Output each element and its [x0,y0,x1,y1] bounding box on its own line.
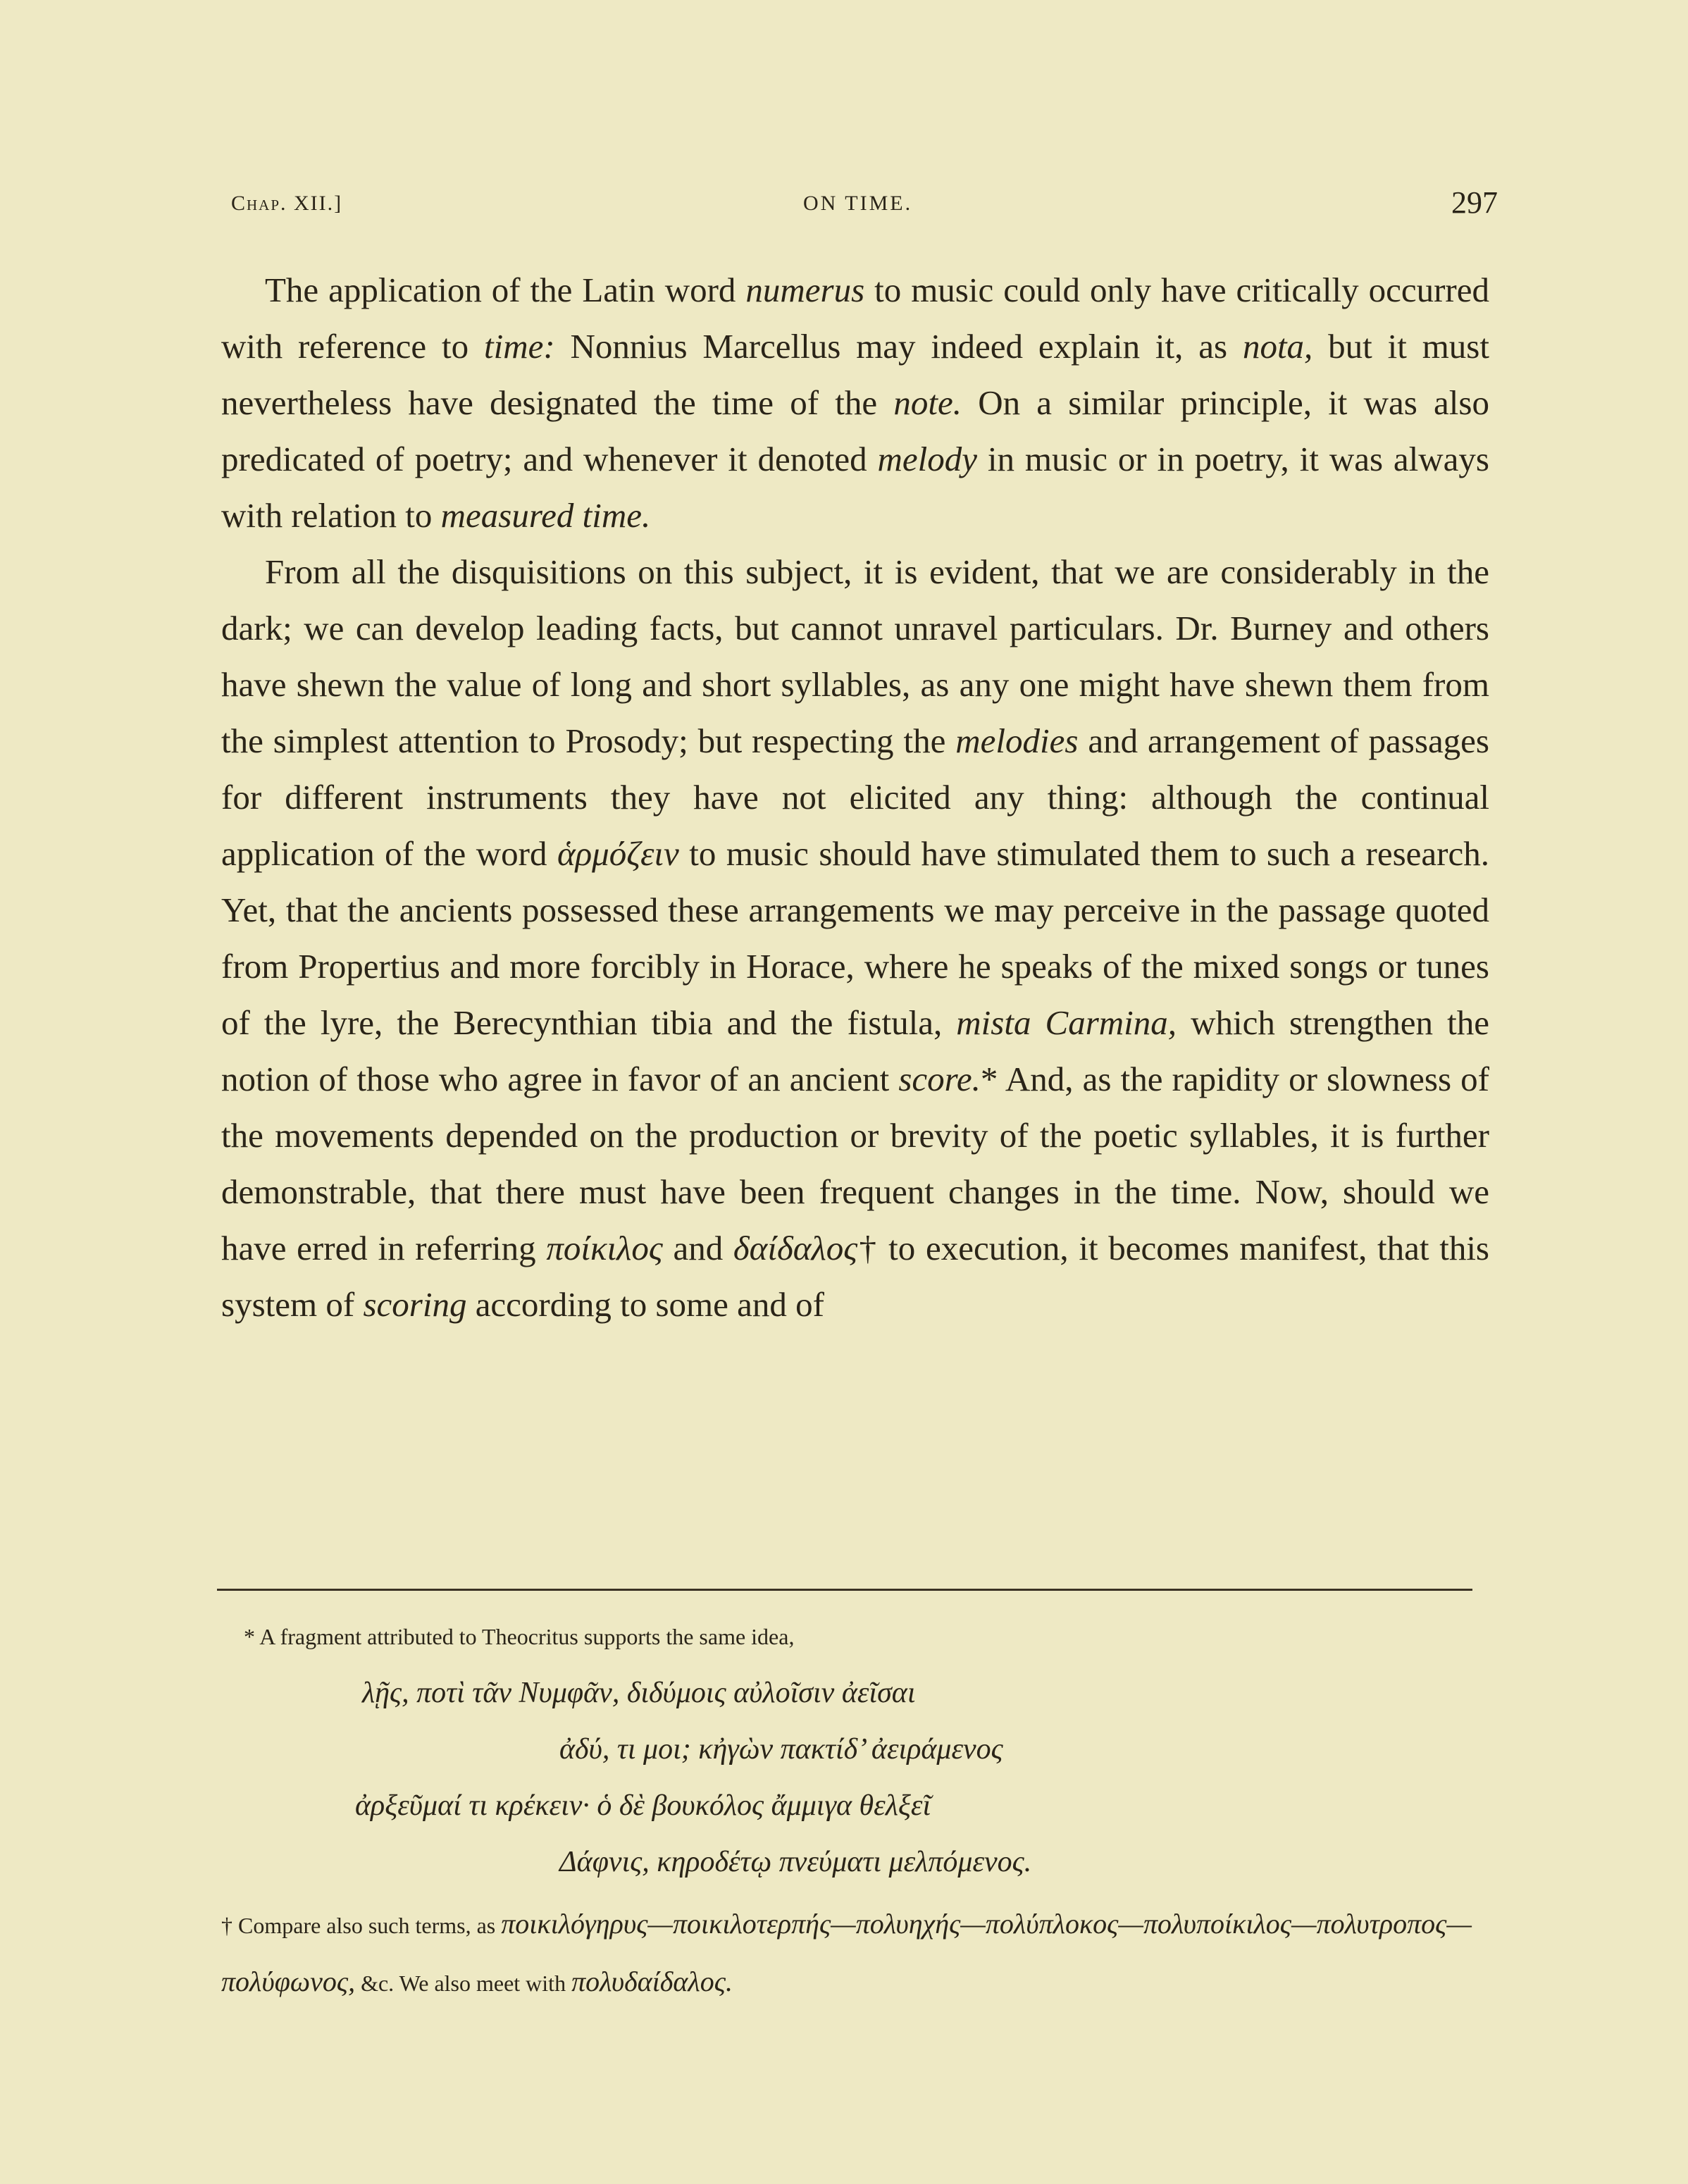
text-run: to music could only have critically occurred with reference to [221,271,1489,366]
text-run: and arrangement of passages for different instruments they have not elicited any thing: although the continual application of the word [221,721,1490,873]
italic-run: scoring [363,1285,467,1324]
text-run: according to some and of [466,1285,824,1324]
text-run: &c. We also meet with [355,1971,572,1996]
text-run: but it must nevertheless have designated the time of the [221,327,1489,422]
paragraph-1 [221,262,1489,544]
greek-run: πολυδαίδαλος. [571,1966,733,1997]
verse-line: λῇς, ποτὶ τᾶν Νυμφᾶν, διδύμοις αὐλοῖσιν ἀεῖσαι [362,1677,916,1709]
italic-run: note. [893,383,962,422]
running-title: ON TIME. [803,192,913,215]
text-run: † to execution, it becomes manifest, that this system of [221,1229,1489,1324]
italic-run: score. [898,1060,981,1098]
text-run: On a similar principle, it was also predicated of poetry; and whenever it denoted [221,383,1489,478]
italic-run: measured time. [440,496,651,535]
page-number: 297 [1451,185,1498,220]
italic-run: time: [483,327,555,366]
greek-run: ποικιλόγηρυς—ποικιλοτερπής—πολυηχής—πολύπλοκος—πολυποίκιλος—πολυτροπος—πολύφωνος, [221,1908,1472,1997]
text-run: * And, as the rapidity or slowness of the movements depended on the production or brevity of the poetic syllables, it is further demonstrable, that there must have been frequent changes in the time. Now, should we have erred in referring [221,1060,1489,1267]
italic-run: mista Carmina, [956,1003,1177,1042]
italic-run: nota, [1242,327,1313,366]
italic-run: melodies [955,721,1079,760]
footnote-2 [221,1896,1489,2011]
chapter-label: Chap. XII.] [231,192,343,215]
text-run: † Compare also such terms, as [221,1913,502,1938]
italic-run: numerus [745,271,865,309]
text-run: to music should have stimulated them to such a research. Yet, that the ancients possessed these arrangements we may perceive in the passage quoted from Propertius and more forcibly in Horace, where he speaks of the mixed songs or tunes of the lyre, the Berecynthian tibia and the fistula, [221,834,1489,1042]
paragraph-2 [221,544,1489,1333]
greek-verse [221,1665,1489,1890]
italic-run: melody [877,440,977,478]
verse-line: Δάφνις, κηροδέτῳ πνεύματι μελπόμενος. [559,1846,1032,1878]
italic-run: ἁρμόζειν [557,834,679,873]
text-run: From all the disquisitions on this subject, it is evident, that we are considerably in the dark; we can develop leading facts, but cannot unravel particulars. Dr. Burney and others have shewn the value of long and short syllables, as any one might have shewn them from the simplest attention to Prosody; but respecting the [221,552,1489,760]
text-run: and [662,1229,733,1267]
text-run: Nonnius Marcellus may indeed explain it, as [554,327,1243,366]
verse-line: ἀρξεῦμαί τι κρέκειν· ὁ δὲ βουκόλος ἄμμιγα θελξεῖ [355,1789,931,1822]
text-run: which strengthen the notion of those who agree in favor of an ancient [221,1003,1489,1098]
footnotes [221,1617,1489,2011]
verse-line: ἀδύ, τι μοι; κἠγὼν πακτίδ’ ἀειράμενος [559,1733,1003,1766]
running-header [225,185,1498,227]
text-run: The application of the Latin word [265,271,746,309]
footnote-rule [217,1589,1472,1591]
main-text [221,262,1489,1333]
italic-run: ποίκιλος [546,1229,663,1267]
text-run: in music or in poetry, it was always with relation to [221,440,1490,535]
italic-run: δαίδαλος [733,1229,858,1267]
footnote-1-intro: * A fragment attributed to Theocritus supports the same idea, [244,1624,795,1649]
